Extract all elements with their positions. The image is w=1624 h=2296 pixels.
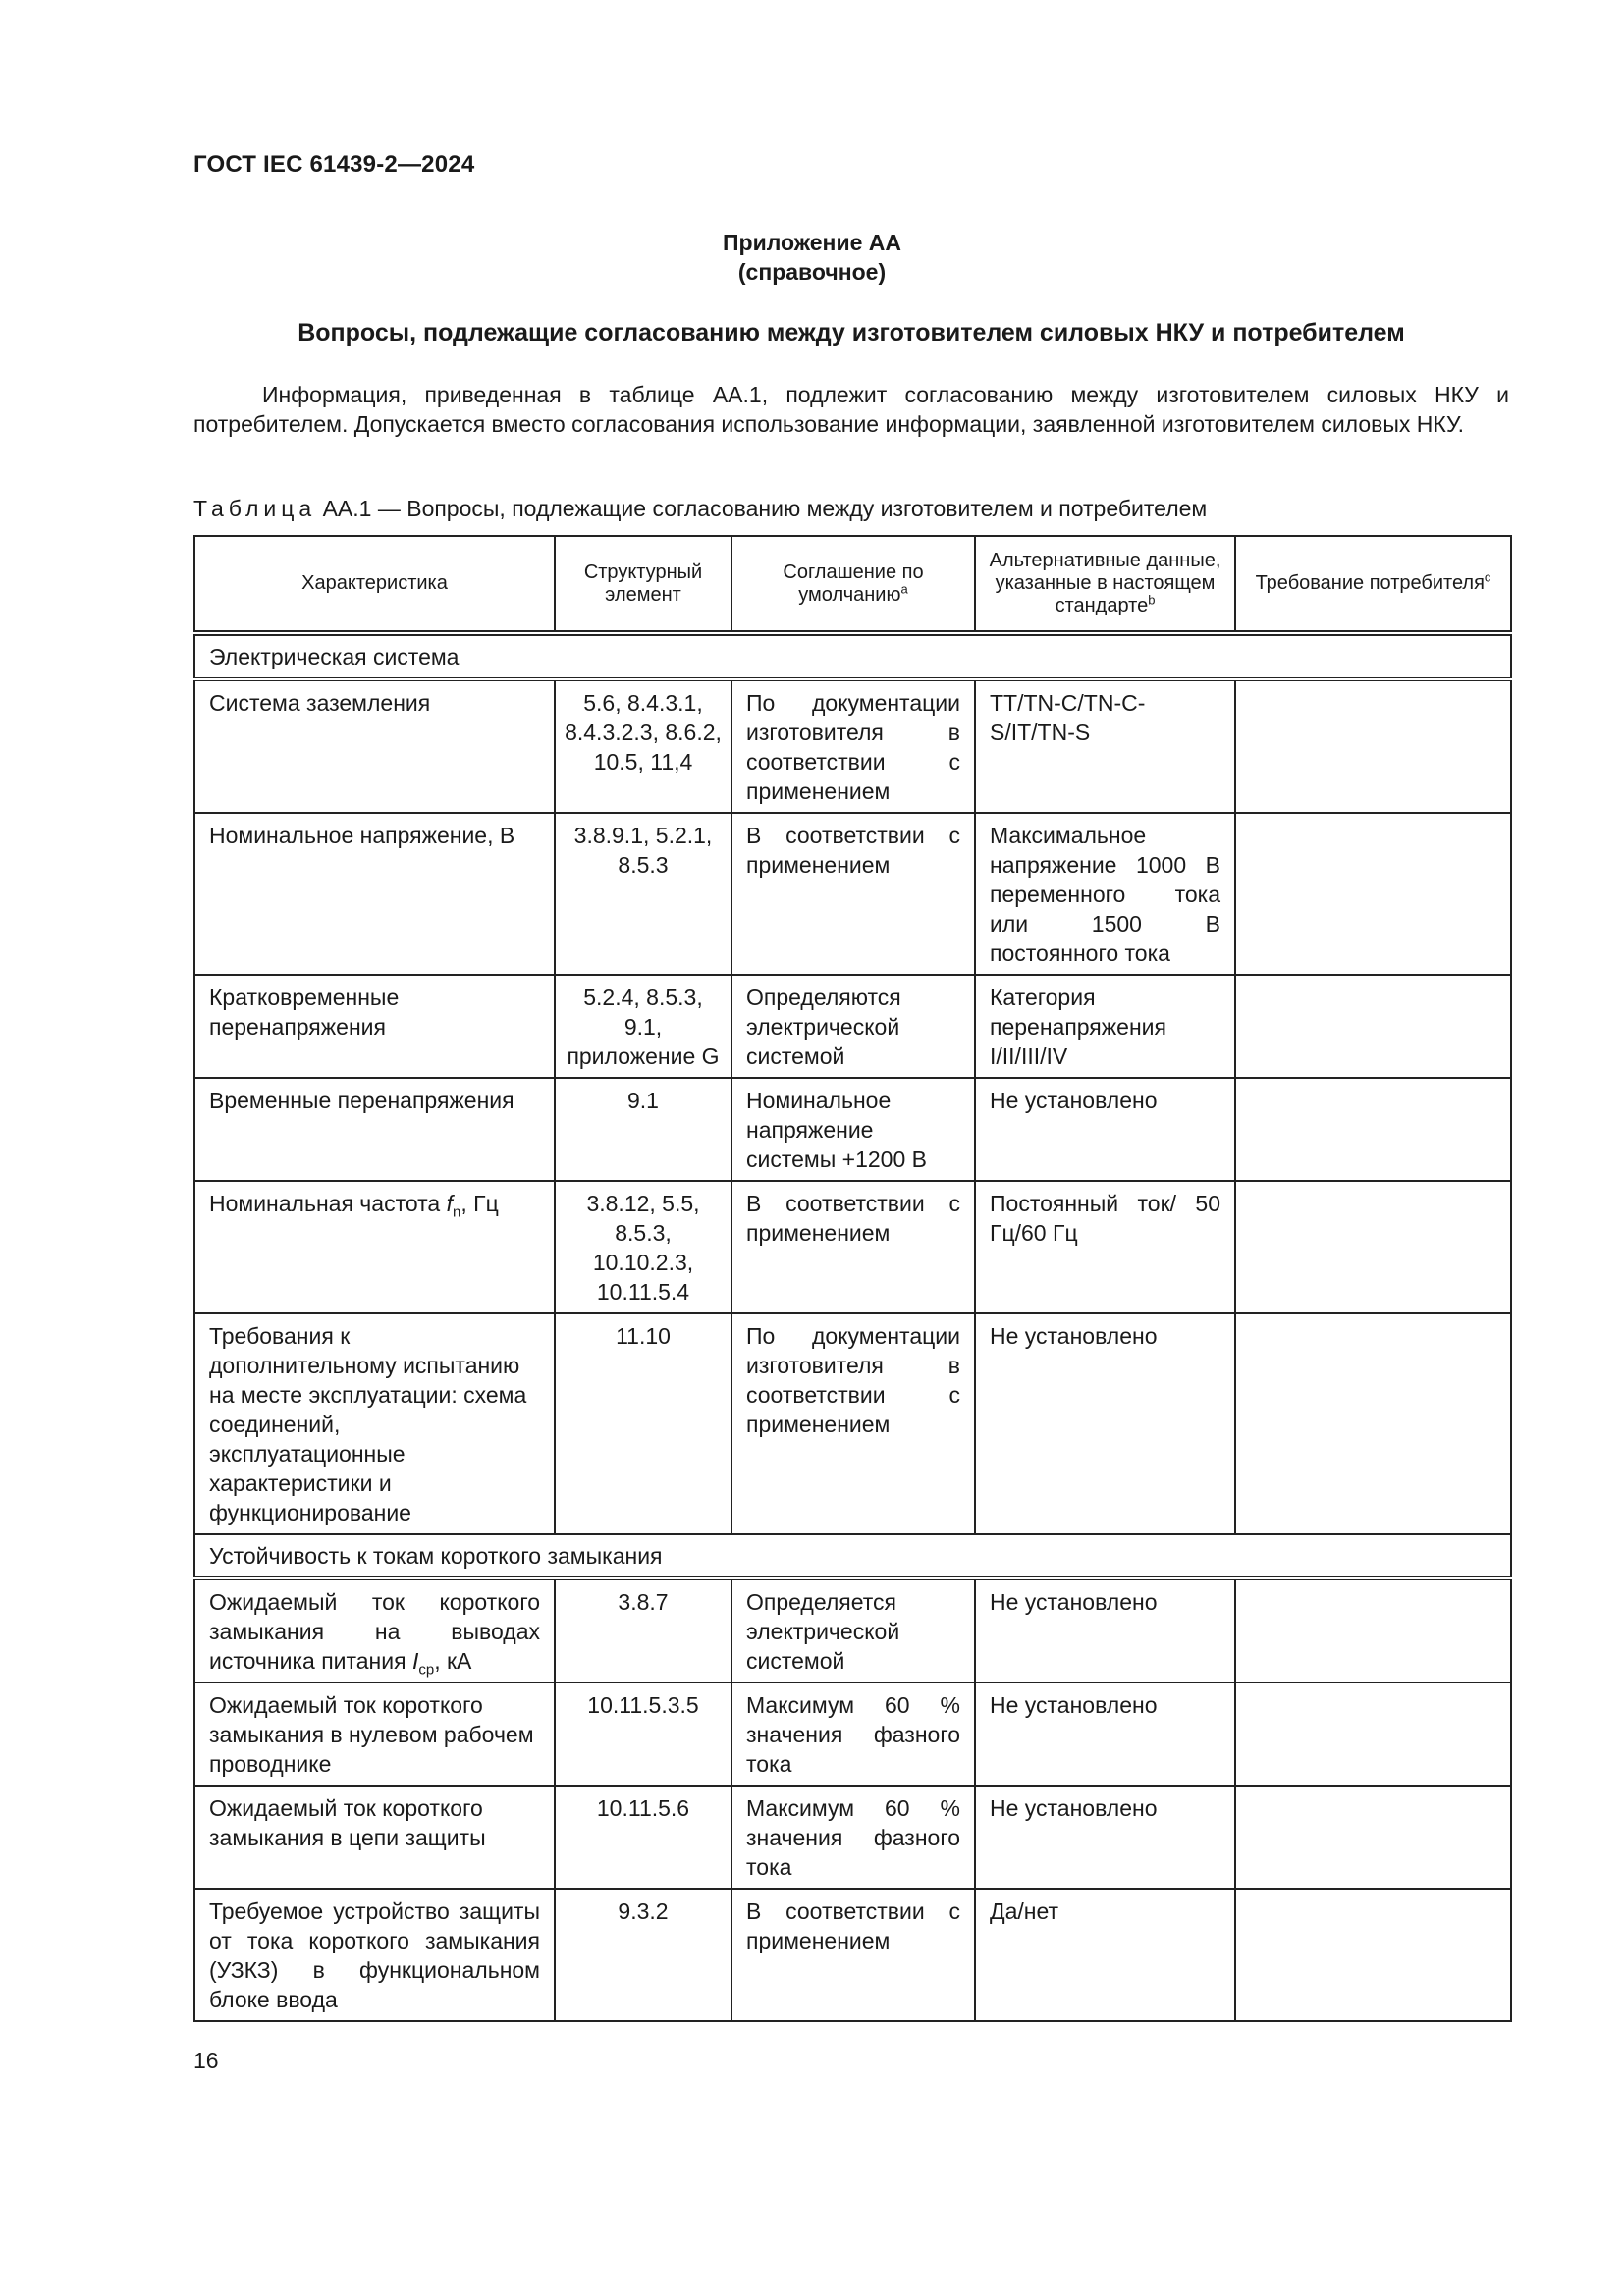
cell-characteristic: Ожидаемый ток короткого замыкания в нулевом рабочем проводнике <box>194 1682 555 1786</box>
cell-requirement[interactable] <box>1235 975 1511 1078</box>
cell-alternative: Не установлено <box>975 1578 1235 1682</box>
cell-characteristic: Система заземления <box>194 679 555 813</box>
cell-element: 10.11.5.3.5 <box>555 1682 731 1786</box>
cell-characteristic: Требуемое устройство защиты от тока короткого замыкания (УЗКЗ) в функциональном блоке ввода <box>194 1889 555 2021</box>
cell-alternative: Постоянный ток/ 50 Гц/60 Гц <box>975 1181 1235 1313</box>
cell-default: В соответствии с применением <box>731 1181 975 1313</box>
cell-default: По документации изготовителя в соответствии с применением <box>731 679 975 813</box>
page-number: 16 <box>193 2048 219 2073</box>
table-row <box>194 1578 1511 1682</box>
cell-alternative: Да/нет <box>975 1889 1235 2021</box>
cell-requirement[interactable] <box>1235 1889 1511 2021</box>
cell-requirement[interactable] <box>1235 813 1511 975</box>
footnote-mark: a <box>900 580 908 596</box>
cell-characteristic: Требования к дополнительному испытанию на месте эксплуатации: схема соединений, эксплуатационные характеристики и функционирование <box>194 1313 555 1534</box>
table-caption-prefix: Таблица <box>193 496 317 521</box>
annex-title: Вопросы, подлежащие согласованию между изготовителем силовых НКУ и потребителем <box>298 319 1405 347</box>
cell-alternative: TT/TN-C/TN-C-S/IT/TN-S <box>975 679 1235 813</box>
cell-alternative: Не установлено <box>975 1786 1235 1889</box>
cell-alternative: Категория перенапряжения I/II/III/IV <box>975 975 1235 1078</box>
footnote-mark: c <box>1484 569 1491 585</box>
document-header: ГОСТ IEC 61439-2—2024 <box>193 151 475 178</box>
cell-characteristic: Ожидаемый ток короткого замыкания на выводах источника питания $I_{cp}$, кА <box>194 1578 555 1682</box>
cell-characteristic: Номинальное напряжение, В <box>194 813 555 975</box>
annex-kind: (справочное) <box>737 259 887 285</box>
cell-requirement[interactable] <box>1235 1578 1511 1682</box>
table-row <box>194 1313 1511 1534</box>
table-row <box>194 813 1511 975</box>
cell-element: 10.11.5.6 <box>555 1786 731 1889</box>
header-characteristic: Характеристика <box>194 536 555 633</box>
table-row <box>194 1682 1511 1786</box>
table-header-row <box>194 536 1511 633</box>
table-row <box>194 679 1511 813</box>
cell-alternative: Не установлено <box>975 1313 1235 1534</box>
cell-alternative: Не установлено <box>975 1682 1235 1786</box>
section-row <box>194 633 1511 679</box>
cell-alternative: Максимальное напряжение 1000 В переменного тока или 1500 В постоянного тока <box>975 813 1235 975</box>
table-caption <box>193 496 1207 522</box>
footnote-mark: b <box>1148 592 1156 608</box>
cell-element: 3.8.9.1, 5.2.1, 8.5.3 <box>555 813 731 975</box>
cell-default: Определяются электрической системой <box>731 975 975 1078</box>
cell-requirement[interactable] <box>1235 1181 1511 1313</box>
table-caption-text: АА.1 — Вопросы, подлежащие согласованию между изготовителем и потребителем <box>322 496 1208 521</box>
cell-element: 3.8.12, 5.5, 8.5.3, 10.10.2.3, 10.11.5.4 <box>555 1181 731 1313</box>
cell-default: В соответствии с применением <box>731 1889 975 2021</box>
table-row <box>194 1078 1511 1181</box>
cell-requirement[interactable] <box>1235 1682 1511 1786</box>
cell-default: Номинальное напряжение системы +1200 В <box>731 1078 975 1181</box>
table-row <box>194 1889 1511 2021</box>
cell-requirement[interactable] <box>1235 1078 1511 1181</box>
cell-default: Определяется электрической системой <box>731 1578 975 1682</box>
table-row <box>194 975 1511 1078</box>
header-alternative: Альтернативные данные, указанные в настоящем стандарте$^b$ <box>975 536 1235 633</box>
cell-characteristic: Кратковременные перенапряжения <box>194 975 555 1078</box>
section-row <box>194 1534 1511 1578</box>
cell-requirement[interactable] <box>1235 679 1511 813</box>
section-title: Электрическая система <box>194 633 1511 679</box>
cell-element: 3.8.7 <box>555 1578 731 1682</box>
table-row <box>194 1786 1511 1889</box>
header-requirement: Требование потребителя$^c$ <box>1235 536 1511 633</box>
cell-element: 11.10 <box>555 1313 731 1534</box>
header-default: Соглашение по умолчанию$^a$ <box>731 536 975 633</box>
cell-requirement[interactable] <box>1235 1313 1511 1534</box>
header-element: Структурный элемент <box>555 536 731 633</box>
cell-requirement[interactable] <box>1235 1786 1511 1889</box>
cell-default: Максимум 60 % значения фазного тока <box>731 1682 975 1786</box>
cell-element: 9.1 <box>555 1078 731 1181</box>
cell-default: По документации изготовителя в соответствии с применением <box>731 1313 975 1534</box>
table-row <box>194 1181 1511 1313</box>
cell-alternative: Не установлено <box>975 1078 1235 1181</box>
cell-element: 9.3.2 <box>555 1889 731 2021</box>
annex-heading <box>0 228 1624 287</box>
cell-element: 5.6, 8.4.3.1, 8.4.3.2.3, 8.6.2, 10.5, 11,4 <box>555 679 731 813</box>
annex-label: Приложение АА <box>722 230 901 255</box>
cell-characteristic: Ожидаемый ток короткого замыкания в цепи защиты <box>194 1786 555 1889</box>
requirements-table <box>193 535 1512 2022</box>
cell-characteristic: Номинальная частота $f_n$, Гц <box>194 1181 555 1313</box>
cell-characteristic: Временные перенапряжения <box>194 1078 555 1181</box>
intro-paragraph: Информация, приведенная в таблице АА.1, подлежит согласованию между изготовителем силовых НКУ и потребителем. Допускается вместо согласования использование информации, заявленной изготовителем силовых НКУ. <box>193 382 1509 437</box>
cell-default: Максимум 60 % значения фазного тока <box>731 1786 975 1889</box>
cell-element: 5.2.4, 8.5.3, 9.1, приложение G <box>555 975 731 1078</box>
cell-default: В соответствии с применением <box>731 813 975 975</box>
section-title: Устойчивость к токам короткого замыкания <box>194 1534 1511 1578</box>
